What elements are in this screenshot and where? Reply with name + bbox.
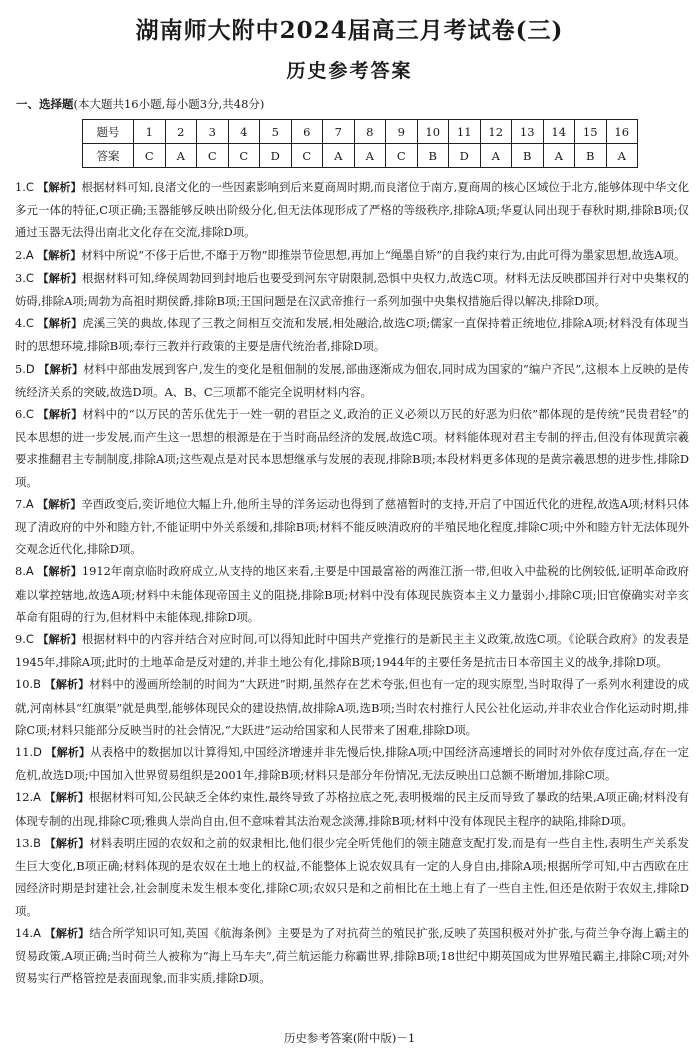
question-number-cell: 5	[260, 120, 292, 144]
item-analysis-text: 根据材料可知,良渚文化的一些因素影响到后来夏商周时期,而良渚位于南方,夏商周的核心区域位于北方,能够体现中华文化多元一体的特征,C项正确;玉器能够反映出阶级分化,但无法体现形成了严格的等级秩序,排除A项;华夏认同出现于春秋时期,排除B项;仅通过玉器无法得出南北文化存在交流,排除D项。	[15, 180, 690, 240]
analysis-tag: 【解析】	[44, 791, 89, 805]
item-analysis-text: 辛酉政变后,奕䜣地位大幅上升,他所主导的洋务运动也得到了慈禧暂时的支持,开启了中国近代化的进程,故选A项;材料只体现了清政府的中外和睦方针,不能证明中外关系缓和,排除B项;材料不能反映清政府的半殖民地化程度,排除C项;中外和睦方针无法体现外交观念近代化,排除D项。	[15, 496, 689, 557]
answer-cell: A	[606, 144, 638, 168]
item-analysis-text: 材料中的漫画所绘制的时间为“大跃进”时期,虽然存在艺术夸张,但也有一定的现实原型,当时取得了一系列水利建设的成就,河南林县“红旗渠”就是典型,能够体现民众的建设热情,故排除A项,选B项;当时农村推行人民公社化运动,并非农业合作化运动时期,排除C项;材料只能部分反映当时的社会情况,“大跃进”运动给国家和人民带来了困难,排除D项。	[15, 677, 690, 737]
item-answer: C	[25, 316, 34, 331]
exam-title: 湖南师大附中2024届高三月考试卷(三)	[135, 17, 564, 44]
question-number-cell: 9	[386, 120, 418, 144]
answer-cell: C	[386, 144, 418, 168]
analysis-tag: 【解析】	[44, 926, 90, 940]
item-number: 12.	[15, 790, 34, 805]
item-answer: A	[33, 925, 41, 940]
item-answer: D	[33, 745, 42, 760]
item-number: 8.	[15, 564, 26, 579]
answer-cell: B	[512, 144, 544, 168]
analysis-item	[15, 403, 689, 493]
analysis-item	[15, 673, 689, 741]
section-name: 选择题	[39, 97, 74, 111]
analysis-tag: 【解析】	[37, 181, 82, 194]
item-number: 3.	[15, 270, 26, 285]
answer-cell: C	[197, 144, 229, 168]
answer-cell: A	[165, 144, 197, 168]
analysis-tag: 【解析】	[44, 678, 90, 692]
item-analysis-text: 1912年南京临时政府成立,从支持的地区来看,主要是中国最富裕的两淮江浙一带,但收入中盐税的比例较低,证明革命政府难以掌控辖地,故选A项;材料中未能体现帝国主义的阻挠,排除B项;材料中没有体现民族资本主义力量弱小,排除C项;旧官僚确实对辛亥革命有阻碍的行为,但材料中未能体现,排除D项。	[15, 564, 689, 624]
analysis-tag: 【解析】	[37, 248, 82, 262]
item-analysis-text: 材料中部曲发展到客户,发生的变化是租佃制的发展,部曲逐渐成为佃农,同时成为国家的“编户齐民”,这根本上反映的是传统经济关系的突破,故选D项。A、B、C三项都不能完全说明材料内容。	[15, 361, 689, 399]
item-number: 1.	[15, 180, 26, 194]
item-answer: C	[25, 180, 34, 194]
question-number-cell: 1	[134, 120, 166, 144]
analysis-tag: 【解析】	[37, 565, 82, 579]
item-number: 9.	[15, 632, 26, 647]
analysis-item	[15, 244, 689, 267]
analysis-item	[15, 560, 689, 628]
answer-cell: C	[134, 144, 166, 168]
answer-cell: C	[228, 144, 260, 168]
answer-cell: A	[543, 144, 575, 168]
analysis-tag: 【解析】	[37, 408, 83, 422]
answer-table-answer-row	[83, 144, 638, 168]
analysis-list	[15, 176, 689, 989]
question-number-cell: 7	[323, 120, 355, 144]
answer-cell: A	[323, 144, 355, 168]
answer-cell: B	[417, 144, 449, 168]
question-number-cell: 2	[165, 120, 197, 144]
answer-table	[82, 119, 638, 168]
item-analysis-text: 虎溪三笑的典故,体现了三教之间相互交流和发展,相处融洽,故选C项;儒家一直保持着正统地位,排除A项;材料没有体现当时的思想环境,排除B项;奉行三教并行政策的主要是唐代统治者,排除D项。	[15, 316, 690, 354]
analysis-item	[15, 358, 689, 403]
question-number-cell: 8	[354, 120, 386, 144]
analysis-item	[15, 628, 689, 673]
item-answer: B	[33, 677, 41, 692]
item-analysis-text: 材料表明庄园的农奴和之前的奴隶相比,他们很少完全听凭他们的领主随意支配打发,而是有一些自主性,表明生产关系发生巨大变化,B项正确;材料体现的是农奴在土地上的权益,不能整体上说农奴具有一定的人身自由,排除A项;根据所学可知,中古西欧在庄园经济时期是封建社会,社会制度未发生根本变化,排除C项;农奴只是和之前相比在土地上有了一些自主性,但还是依附于农奴主,排除D项。	[15, 835, 690, 918]
item-analysis-text: 结合所学知识可知,英国《航海条例》主要是为了对抗荷兰的殖民扩张,反映了英国积极对外扩张,与荷兰争夺海上霸主的贸易政策,A项正确;当时荷兰人被称为“海上马车夫”,荷兰航运能力称霸世界,排除B项;18世纪中期英国成为世界殖民霸主,排除C项;对外贸易实行严格管控是表面现象,而非实质,排除D项。	[15, 925, 690, 986]
item-analysis-text: 材料中所说“不侈于后世,不靡于万物”即推崇节俭思想,再加上“绳墨自矫”的自我约束行为,由此可得为墨家思想,故选A项。	[81, 247, 686, 262]
analysis-tag: 【解析】	[44, 836, 90, 850]
answer-cell: D	[449, 144, 481, 168]
page-footer: 历史参考答案(附中版)－1	[283, 1031, 416, 1045]
item-answer: D	[25, 361, 35, 376]
row-label-question: 题号	[83, 120, 134, 144]
item-analysis-text: 根据材料可知,绛侯周勃回到封地后也要受到河东守尉限制,恐惧中央权力,故选C项。材料无法反映郡国并行对中央集权的妨碍,排除A项;周勃为高祖时期侯爵,排除B项;王国问题是在汉武帝推行一系列加强中央集权措施后得以解决,排除D项。	[15, 270, 690, 309]
analysis-tag: 【解析】	[45, 746, 91, 760]
item-answer: B	[33, 835, 41, 850]
answer-cell: A	[480, 144, 512, 168]
item-number: 7.	[15, 496, 26, 511]
analysis-item	[15, 922, 689, 990]
item-analysis-text: 根据材料可知,公民缺乏全体约束性,最终导致了苏格拉底之死,表明极端的民主反而导致了暴政的结果,A项正确;材料没有体现专制的出现,排除C项;雅典人崇尚自由,但不意味着其法治观念淡薄,排除B项;材料中没有体现民主程序的缺陷,排除D项。	[15, 790, 689, 828]
analysis-item	[15, 832, 689, 922]
item-answer: A	[25, 247, 34, 262]
item-number: 6.	[15, 407, 26, 422]
item-analysis-text: 材料中的“以万民的苦乐优先于一姓一朝的君臣之义,政治的正义必须以万民的好恶为归依”都体现的是传统“民贵君轻”的民本思想的进一步发展,而产生这一思想的根源是在于当时商品经济的发展,故选C项。材料能体现对君主专制的抨击,但没有体现黄宗羲要求推翻君主专制制度,排除A项;这些观点是对民本思想继承与发展的表现,排除B项;本段材料更多体现的是黄宗羲思想的进步性,排除D项。	[15, 407, 690, 489]
question-number-cell: 3	[197, 120, 229, 144]
section-number: 一、	[16, 97, 39, 111]
question-number-cell: 11	[449, 120, 481, 144]
answer-cell: B	[575, 144, 607, 168]
item-answer: C	[25, 407, 34, 422]
answer-cell: C	[291, 144, 323, 168]
section-description: (本大题共16小题,每小题3分,共48分)	[73, 97, 265, 111]
item-number: 4.	[15, 316, 26, 331]
item-analysis-text: 从表格中的数据加以计算得知,中国经济增速并非先慢后快,排除A项;中国经济高速增长的同时对外依存度过高,存在一定危机,故选D项;中国加入世界贸易组织是2001年,排除B项;材料只是部分年份情况,无法反映出口总额不断增加,排除C项。	[15, 745, 690, 783]
analysis-item	[15, 312, 689, 357]
item-number: 2.	[15, 247, 26, 262]
answer-cell: A	[354, 144, 386, 168]
question-number-cell: 6	[291, 120, 323, 144]
answer-subtitle: 历史参考答案	[286, 60, 413, 82]
item-number: 14.	[15, 925, 34, 940]
item-number: 5.	[15, 361, 26, 376]
item-answer: A	[25, 564, 34, 579]
item-number: 13.	[15, 835, 34, 850]
question-number-cell: 13	[512, 120, 544, 144]
item-analysis-text: 根据材料中的内容并结合对应时间,可以得知此时中国共产党推行的是新民主主义政策,故选C项。《论联合政府》的发表是1945年,排除A项;此时的土地革命是反对建的,并非土地公有化,排除B项;1944年的主要任务是抗击日本帝国主义的战争,排除D项。	[15, 632, 690, 670]
item-number: 10.	[15, 677, 34, 692]
answer-cell: D	[260, 144, 292, 168]
question-number-cell: 16	[606, 120, 638, 144]
analysis-tag: 【解析】	[38, 362, 84, 376]
answer-table-number-row	[83, 120, 638, 144]
item-number: 11.	[15, 745, 34, 760]
analysis-tag: 【解析】	[37, 497, 82, 511]
item-answer: A	[25, 496, 34, 511]
question-number-cell: 10	[417, 120, 449, 144]
row-label-answer: 答案	[83, 144, 134, 168]
analysis-item	[15, 176, 689, 244]
analysis-tag: 【解析】	[37, 271, 83, 285]
question-number-cell: 14	[543, 120, 575, 144]
analysis-tag: 【解析】	[37, 633, 82, 647]
analysis-tag: 【解析】	[37, 317, 83, 331]
question-number-cell: 12	[480, 120, 512, 144]
analysis-item	[15, 741, 689, 786]
analysis-item	[15, 786, 689, 831]
analysis-item	[15, 267, 689, 312]
analysis-item	[15, 493, 689, 561]
item-answer: C	[25, 270, 34, 285]
item-answer: A	[33, 790, 41, 805]
section-heading	[16, 96, 264, 112]
question-number-cell: 15	[575, 120, 607, 144]
item-answer: C	[25, 632, 34, 647]
question-number-cell: 4	[228, 120, 260, 144]
